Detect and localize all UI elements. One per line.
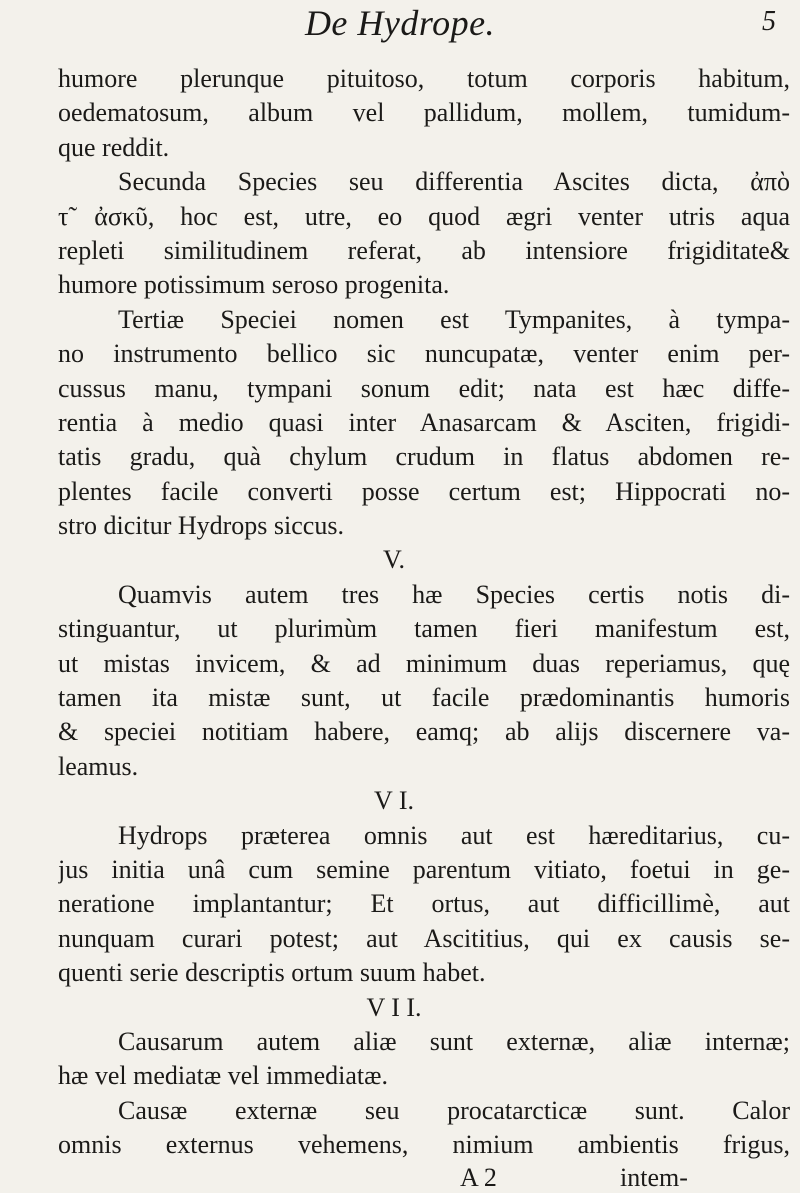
text-line: Quamvis autem tres hæ Species certis notis di- (118, 579, 790, 609)
text-line: τ̃ ἀσκῦ, hoc est, utre, eo quod ægri venter utris aqua (58, 201, 790, 231)
text-line: repleti similitudinem referat, ab intensiore frigiditate& (58, 235, 790, 265)
text-line: oedematosum, album vel pallidum, mollem, tumidum- (58, 98, 790, 128)
text-line: stro dicitur Hydrops siccus. (58, 511, 344, 541)
section-number: V I. (374, 786, 414, 816)
text-line: Secunda Species seu differentia Ascites dicta, ἀπὸ (118, 167, 790, 197)
text-line: Causarum autem aliæ sunt externæ, aliæ internæ; (118, 1026, 790, 1056)
text-line: Tertiæ Speciei nomen est Tympanites, à tympa- (118, 304, 790, 334)
text-line: humore potissimum seroso progenita. (58, 270, 450, 300)
page-footer (0, 1162, 800, 1193)
text-line: quenti serie descriptis ortum suum habet. (58, 958, 486, 988)
text-line: neratione implantantur; Et ortus, aut difficillimè, aut (58, 889, 790, 919)
text-line: leamus. (58, 751, 139, 781)
text-line: tatis gradu, quà chylum crudum in flatus abdomen re- (58, 442, 790, 472)
running-title: De Hydrope. (304, 3, 496, 43)
text-line: omnis externus vehemens, nimium ambientis frigus, (58, 1130, 790, 1160)
text-line: que reddit. (58, 132, 170, 162)
text-line: tamen ita mistæ sunt, ut facile prædominantis humoris (58, 683, 790, 713)
section-number: V I I. (366, 992, 422, 1022)
text-line: ut mistas invicem, & ad minimum duas reperiamus, quę (58, 648, 790, 678)
text-line: rentia à medio quasi inter Anasarcam & Asciten, frigidi- (58, 407, 790, 437)
signature-mark: A 2 (460, 1163, 497, 1192)
text-line: no instrumento bellico sic nuncupatæ, venter enim per- (58, 339, 790, 369)
page-number: 5 (762, 6, 776, 37)
text-line: hæ vel mediatæ vel immediatæ. (58, 1061, 389, 1091)
text-line: cussus manu, tympani sonum edit; nata est hæc diffe- (58, 373, 790, 403)
text-line: nunquam curari potest; aut Ascititius, qui ex causis se- (58, 923, 790, 953)
text-line: stinguantur, ut plurimùm tamen fieri manifestum est, (58, 614, 790, 644)
text-line: Hydrops præterea omnis aut est hæreditarius, cu- (118, 820, 790, 850)
text-line: Causæ externæ seu procatarcticæ sunt. Calor (118, 1095, 790, 1125)
page-header (0, 0, 800, 60)
text-line: jus initia unâ cum semine parentum vitiato, foetui in ge- (58, 854, 790, 884)
text-line: humore plerunque pituitoso, totum corporis habitum, (58, 64, 790, 93)
text-line: plentes facile converti posse certum est; Hippocrati no- (58, 476, 790, 506)
text-body (58, 62, 790, 1163)
catchword: intem- (620, 1163, 688, 1192)
section-number: V. (383, 545, 405, 575)
text-line: & speciei notitiam habere, eamq; ab alijs discernere va- (58, 717, 790, 747)
